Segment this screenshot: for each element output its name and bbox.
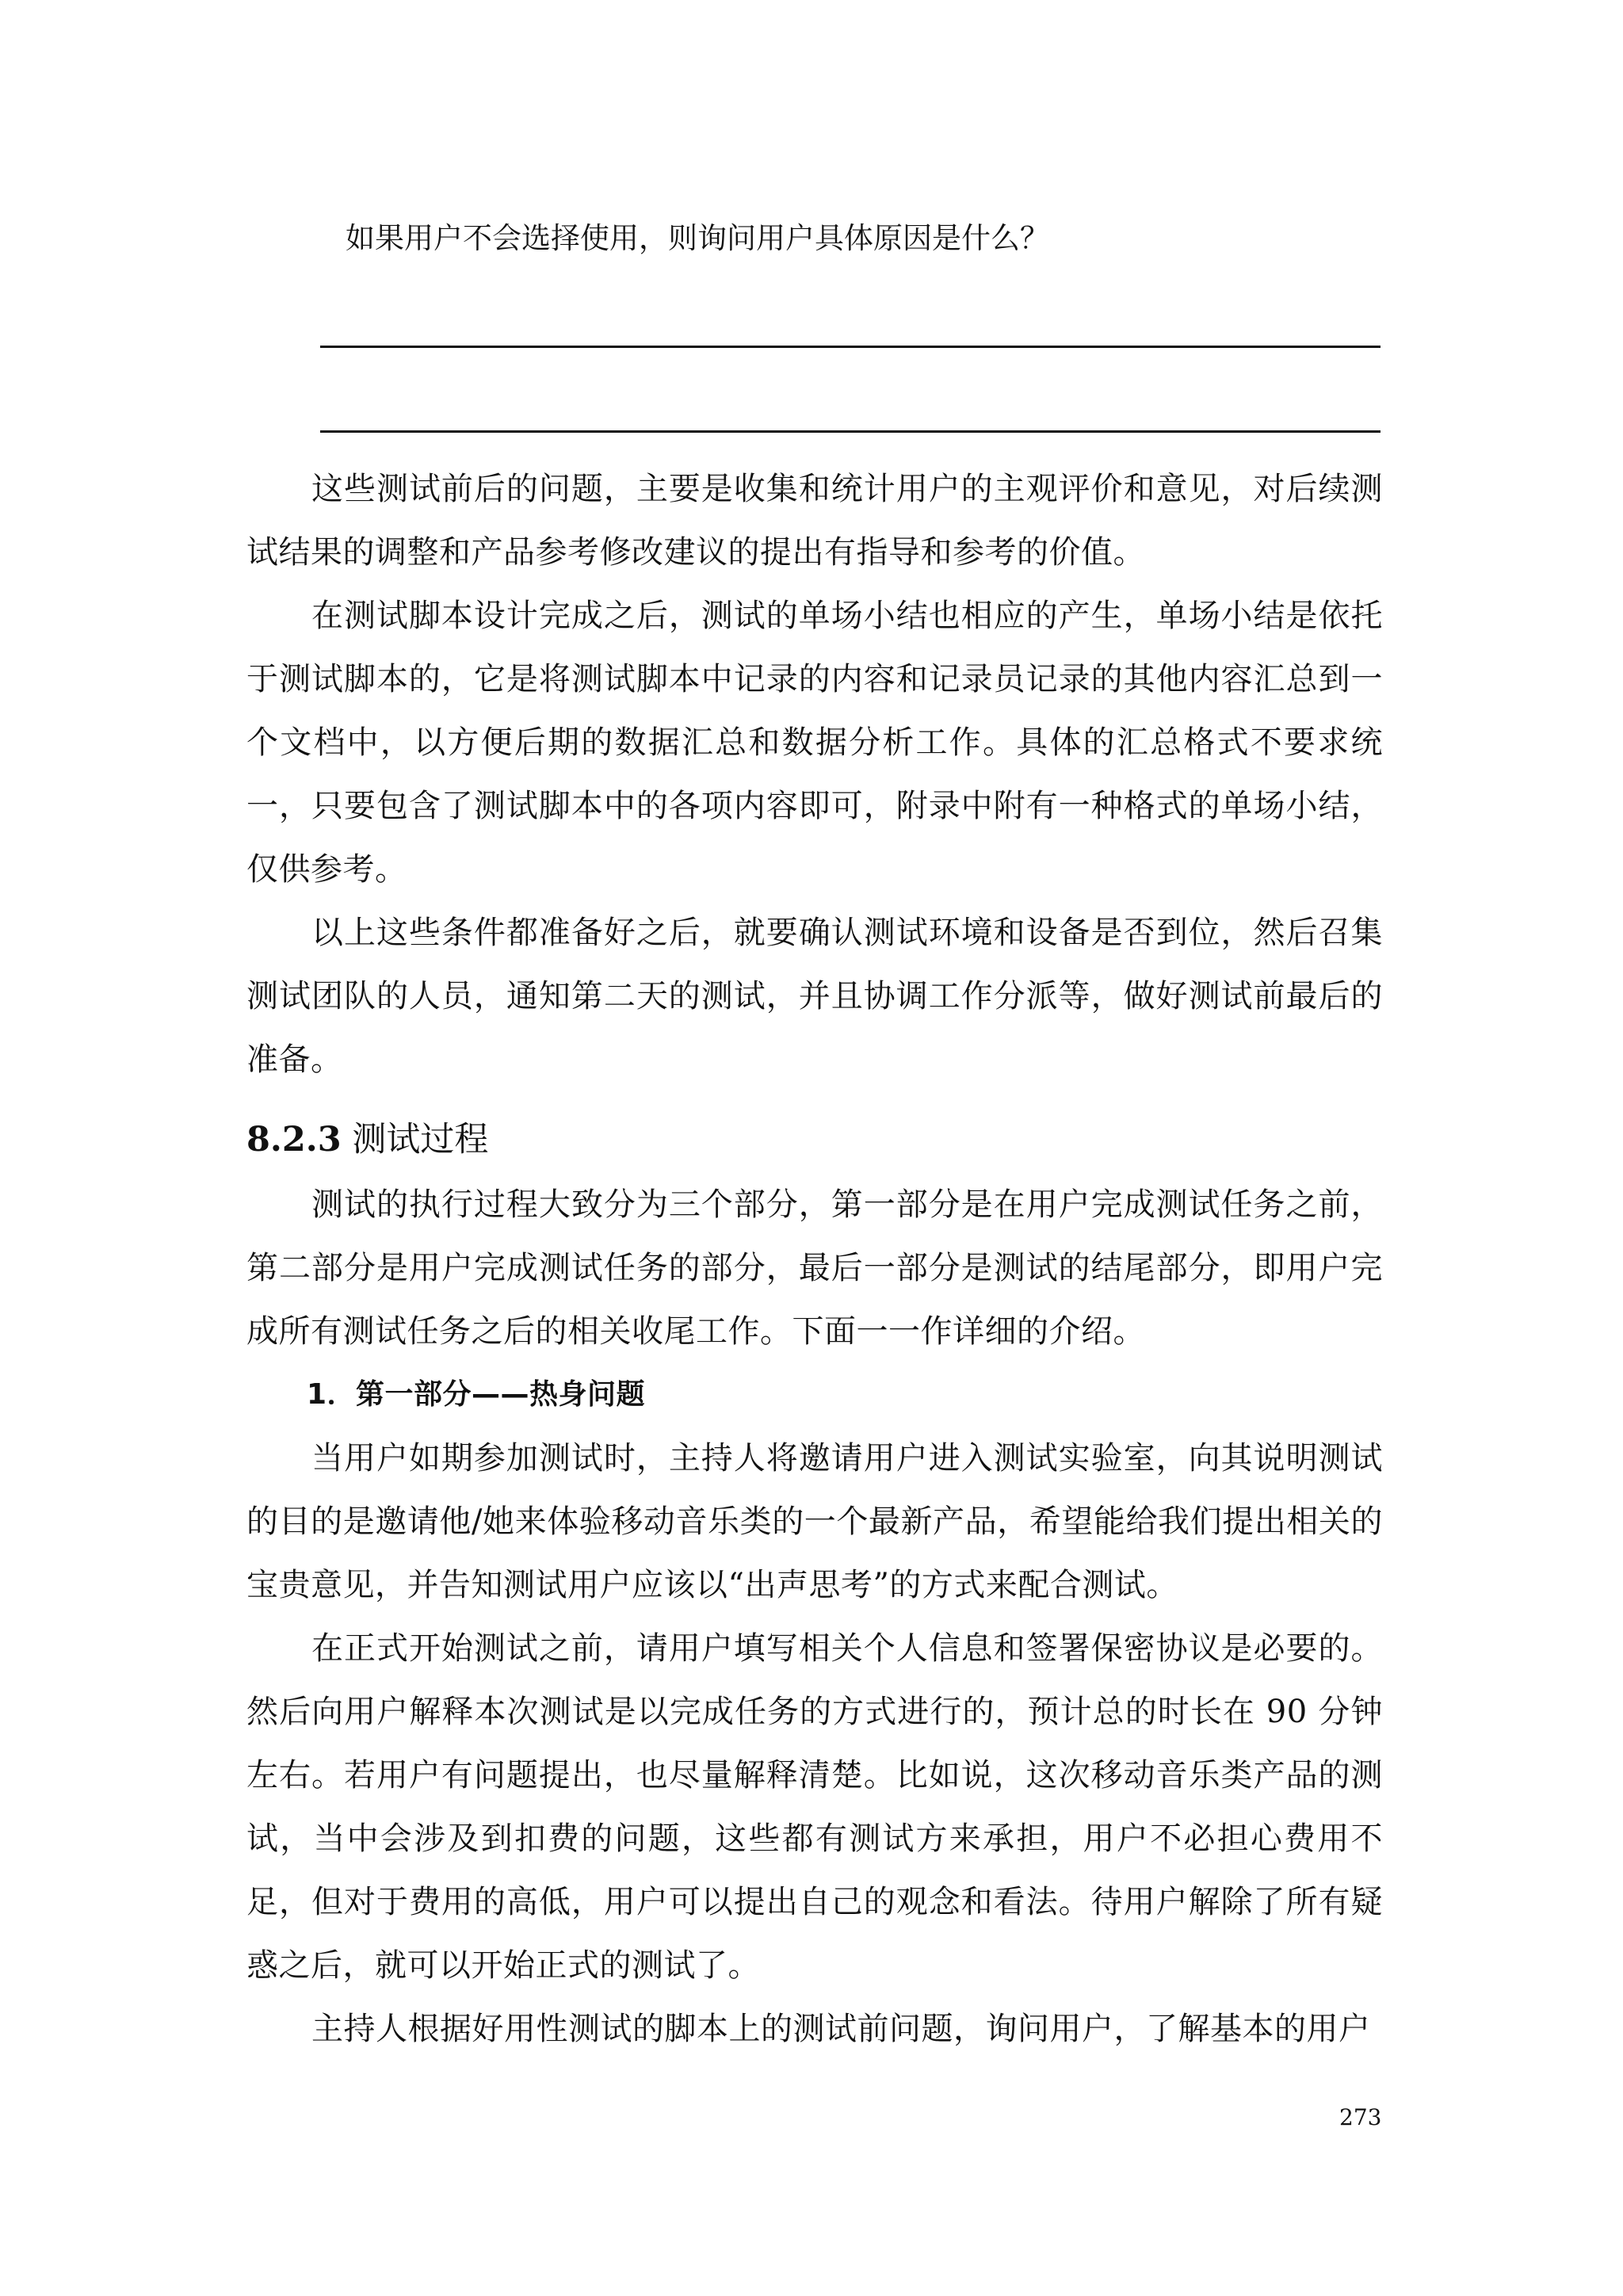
paragraph: 当用户如期参加测试时，主持人将邀请用户进入测试实验室，向其说明测试的目的是邀请他/她来体验移动音乐类的一个最新产品，希望能给我们提出相关的宝贵意见，并告知测试用户应该以“出声思考”的方式来配合测试。 <box>246 1440 1383 1603</box>
paragraph: 以上这些条件都准备好之后，就要确认测试环境和设备是否到位，然后召集测试团队的人员，通知第二天的测试，并且协调工作分派等，做好测试前最后的准备。 <box>246 915 1383 1078</box>
section-heading <box>246 1108 1356 1171</box>
section-title: 测试过程 <box>352 1120 489 1159</box>
answer-line-1 <box>320 346 1381 348</box>
body-text-before <box>246 457 1383 1091</box>
paragraph: 这些测试前后的问题，主要是收集和统计用户的主观评价和意见，对后续测试结果的调整和产品参考修改建议的提出有指导和参考的价值。 <box>246 471 1383 571</box>
section-number: 8.2.3 <box>246 1120 342 1159</box>
section-intro: 测试的执行过程大致分为三个部分，第一部分是在用户完成测试任务之前，第二部分是用户完成测试任务的部分，最后一部分是测试的结尾部分，即用户完成所有测试任务之后的相关收尾工作。下面一一作详细的介绍。 <box>246 1186 1383 1350</box>
answer-line-2 <box>320 430 1381 433</box>
paragraph: 在测试脚本设计完成之后，测试的单场小结也相应的产生，单场小结是依托于测试脚本的，它是将测试脚本中记录的内容和记录员记录的其他内容汇总到一个文档中，以方便后期的数据汇总和数据分析工作。具体的汇总格式不要求统一，只要包含了测试脚本中的各项内容即可，附录中附有一种格式的单场小结，仅供参考。 <box>246 598 1383 888</box>
subsection-heading: 1．第一部分——热身问题 <box>307 1378 646 1411</box>
survey-question: 如果用户不会选择使用，则询问用户具体原因是什么？ <box>346 221 1049 255</box>
page-number: 273 <box>1339 2104 1382 2130</box>
paragraph: 主持人根据好用性测试的脚本上的测试前问题，询问用户，了解基本的用户 <box>311 2011 1371 2047</box>
paragraph: 在正式开始测试之前，请用户填写相关个人信息和签署保密协议是必要的。然后向用户解释本次测试是以完成任务的方式进行的，预计总的时长在 90 分钟左右。若用户有问题提出，也尽量解释清楚。比如说，这次移动音乐类产品的测试，当中会涉及到扣费的问题，这些都有测试方来承担，用户不必担心费用不足，但对于费用的高低，用户可以提出自己的观念和看法。待用户解除了所有疑惑之后，就可以开始正式的测试了。 <box>246 1630 1383 1984</box>
body-text-after <box>246 1173 1383 2061</box>
